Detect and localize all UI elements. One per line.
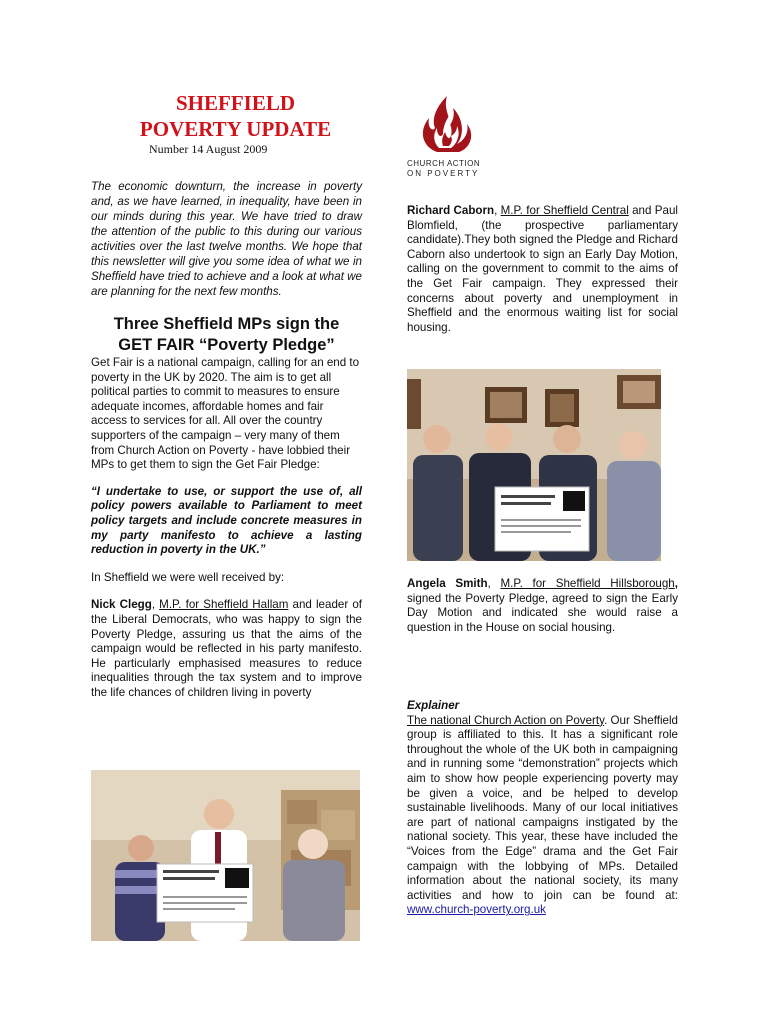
clegg-sep: , (151, 598, 160, 612)
masthead-line1: SHEFFIELD (175, 91, 296, 115)
masthead-line2: POVERTY UPDATE (139, 117, 332, 141)
headline (91, 314, 362, 356)
logo-line1: CHURCH ACTION (407, 159, 481, 168)
church-action-logo (407, 92, 493, 182)
explainer-text: . Our Sheffield group is affiliated to this. It has a significant role throughout the whole of the UK both in campaigning and in running some “demonstration” projects which aim to show how people experiencing poverty may be given a voice, and be helped to develop sustainable livelihoods. Many of our local initiatives are part of national campaigns instigated by the national society. This year, these have included the “Voices from the Edge” drama and the Get Fair campaign with the lobbying of MPs. Detailed information about the national society, its many activities and how to join can be found at: (407, 713, 678, 902)
explainer-paragraph (407, 714, 678, 918)
caborn-sep: , (494, 204, 501, 217)
received-line: In Sheffield we were well received by: (91, 570, 285, 584)
intro-paragraph: The economic downturn, the increase in poverty and, as we have learned, in inequality, have been in our minds during this year. We have tried to draw the attention of the public to this during our various activities over the last twelve months. We hope that this newsletter will give you some idea of what we in Sheffield have tried to achieve and a look at what we are planning for the next few months. (91, 180, 362, 298)
explainer-section (407, 699, 678, 918)
explainer-heading: Explainer (407, 699, 460, 712)
clegg-paragraph (91, 598, 362, 700)
explainer-link-label: The national Church Action on Poverty (407, 713, 605, 727)
smith-sep: , (487, 577, 501, 590)
clegg-text: and leader of the Liberal Democrats, who was happy to sign the Poverty Pledge, assuring us that the aims of the campaign would be reflected in his party manifesto. He particularly emphasised measures to reduce inequalities through the tax system and to improve the life chances of children living in poverty (91, 598, 362, 699)
church-poverty-link[interactable]: www.church-poverty.org.uk (407, 903, 546, 917)
pledge-quote: “I undertake to use, or support the use of, all policy powers available to Parliament to meet policy targets and include concrete measures in my party manifesto to achieve a lasting reduction in poverty in the UK.” (91, 484, 362, 557)
photo-caborn-group (407, 369, 661, 561)
smith-role: M.P. for Sheffield Hillsborough (500, 577, 675, 590)
left-column (91, 90, 362, 700)
caborn-text: and Paul Blomfield, (the prospective parliamentary candidate).They both signed the Pledge and Richard Caborn also undertook to sign an Early Day Motion, calling on the government to commit to the aims of the Get Fair campaign. They expressed their concerns about poverty and unemployment in Sheffield and the enormous waiting list for social housing. (407, 204, 678, 334)
smith-comma: , (674, 577, 678, 590)
logo-line2: ON POVERTY (407, 169, 480, 178)
clegg-name: Nick Clegg (91, 598, 152, 612)
smith-text: signed the Poverty Pledge, agreed to sign the Early Day Motion and indicated she would raise a question in the House on social housing. (407, 591, 678, 634)
issue-number: Number 14 August 2009 (149, 142, 268, 156)
clegg-role: M.P. for Sheffield Hallam (159, 598, 289, 612)
masthead (91, 90, 362, 142)
flame-icon (407, 92, 493, 154)
getfair-paragraph: Get Fair is a national campaign, calling for an end to poverty in the UK by 2020. The aim is to get all political parties to commit to measures to ensure adequate incomes, affordable homes and fair access to services for all. All over the country supporters of the campaign – very many of them from Church Action on Poverty - have lobbied their MPs to get them to sign the Get Fair Pledge: (91, 356, 360, 472)
smith-paragraph (407, 577, 678, 635)
caborn-paragraph (407, 204, 678, 335)
headline-line1: Three Sheffield MPs sign the (113, 315, 340, 333)
smith-name: Angela Smith (407, 577, 488, 590)
logo-text (407, 159, 493, 179)
headline-line2: GET FAIR “Poverty Pledge” (118, 336, 335, 354)
photo-clegg-group (91, 770, 360, 941)
caborn-role: M.P. for Sheffield Central (500, 204, 629, 217)
caborn-name: Richard Caborn (407, 204, 495, 217)
